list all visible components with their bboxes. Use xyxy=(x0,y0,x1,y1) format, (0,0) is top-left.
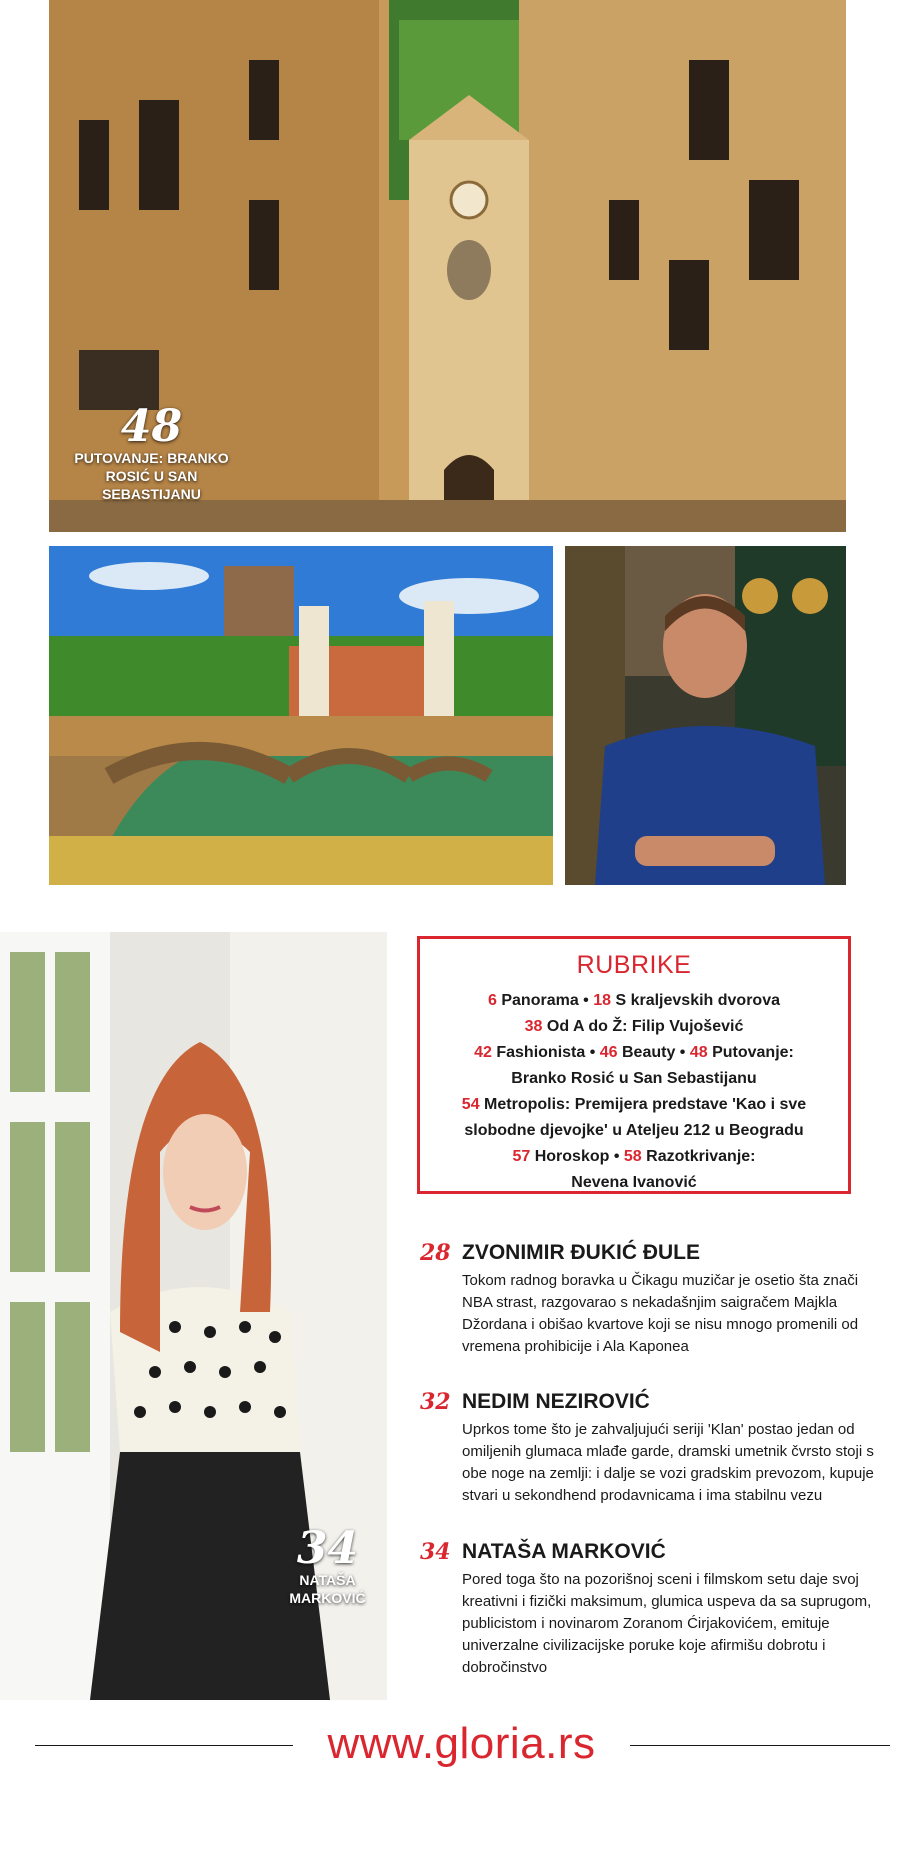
hero-page-number: 48 xyxy=(120,401,183,452)
natasa-markovic-photo xyxy=(0,932,387,1700)
rubrike-page-number: 38 xyxy=(524,1018,543,1035)
website-link[interactable]: www.gloria.rs xyxy=(327,1719,596,1768)
rubrike-entry-text: Fashionista • xyxy=(491,1044,600,1061)
story-page-number: 32 xyxy=(420,1389,451,1415)
rubrike-entry-text: Razotkrivanje: xyxy=(641,1148,756,1165)
rubrike-entry-text: Od A do Ž: Filip Vujošević xyxy=(542,1018,744,1035)
rubrike-entry-text: S kraljevskih dvorova xyxy=(611,992,780,1009)
rubrike-page-number: 46 xyxy=(599,1044,618,1061)
branko-rosic-photo xyxy=(565,546,846,885)
story-page-number: 34 xyxy=(420,1539,451,1565)
rubrike-line xyxy=(420,1092,848,1118)
bridge-photo xyxy=(49,546,553,885)
story-summary: Tokom radnog boravka u Čikagu muzičar je osetio šta znači NBA strast, razgovarao s nekadašnjim saigračem Majkla Džordana i obišao kvartove koji se nisu mnogo promenili od vremena prohibicije i Ala Kaponea xyxy=(462,1272,859,1355)
rubrike-box xyxy=(417,936,851,1194)
rubrike-entry-text: Horoskop • xyxy=(530,1148,624,1165)
story-summary: Uprkos tome što je zahvaljujući seriji 'Klan' postao jedan od omiljenih glumaca mlađe garde, dramski umetnik čvrsto stoji s obe noge na zemlji: i dalje se vozi gradskim prevozom, kupuje stvari u sekondhend prodavnicama i ima stabilnu vezu xyxy=(462,1421,874,1504)
story-page-number: 28 xyxy=(420,1240,451,1266)
rubrike-line xyxy=(420,1144,848,1170)
rubrike-line xyxy=(420,1040,848,1066)
rubrike-page-number: 57 xyxy=(512,1148,531,1165)
story-summary: Pored toga što na pozorišnoj sceni i filmskom setu daje svoj kreativni i fizički maksimum, glumica uspeva da sa suprugom, publicistom i novinarom Zoranom Ćirjakovićem, emituje univerzalne civilizacijske poruke koje afirmišu dobrotu i dobročinstvo xyxy=(462,1571,872,1676)
woman-caption-text: NATAŠA MARKOVIĆ xyxy=(289,1572,366,1606)
rubrike-title: RUBRIKE xyxy=(576,951,692,979)
hero-caption xyxy=(64,401,239,503)
woman-page-number: 34 xyxy=(296,1523,359,1574)
rubrike-entry-text: Putovanje: xyxy=(707,1044,794,1061)
footer-divider-right xyxy=(630,1745,890,1746)
rubrike-list xyxy=(420,988,848,1196)
rubrike-entry-text: Metropolis: Premijera predstave 'Kao i sve xyxy=(479,1096,807,1113)
san-sebastian-street-photo xyxy=(49,0,846,532)
rubrike-entry-text: Beauty • xyxy=(617,1044,690,1061)
rubrike-line xyxy=(420,1170,848,1196)
rubrike-entry-text: Nevena Ivanović xyxy=(571,1174,697,1191)
rubrike-entry-text: Panorama • xyxy=(496,992,594,1009)
story-title: NEDIM NEZIROVIĆ xyxy=(462,1390,650,1413)
rubrike-page-number: 18 xyxy=(593,992,612,1009)
rubrike-page-number: 54 xyxy=(461,1096,480,1113)
rubrike-page-number: 58 xyxy=(623,1148,642,1165)
story-title: NATAŠA MARKOVIĆ xyxy=(462,1540,666,1563)
rubrike-line xyxy=(420,1066,848,1092)
rubrike-line xyxy=(420,1118,848,1144)
story-title: ZVONIMIR ĐUKIĆ ĐULE xyxy=(462,1241,700,1264)
woman-caption xyxy=(265,1523,387,1607)
hero-caption-text: PUTOVANJE: BRANKO ROSIĆ U SAN SEBASTIJANU xyxy=(74,450,229,502)
rubrike-entry-text: slobodne djevojke' u Atelјeu 212 u Beogradu xyxy=(464,1122,804,1139)
rubrike-page-number: 6 xyxy=(488,992,497,1009)
rubrike-entry-text: Branko Rosić u San Sebastijanu xyxy=(511,1070,757,1087)
rubrike-page-number: 42 xyxy=(474,1044,492,1061)
footer-divider-left xyxy=(35,1745,293,1746)
rubrike-line xyxy=(420,988,848,1014)
rubrike-page-number: 48 xyxy=(689,1044,708,1061)
rubrike-line xyxy=(420,1014,848,1040)
